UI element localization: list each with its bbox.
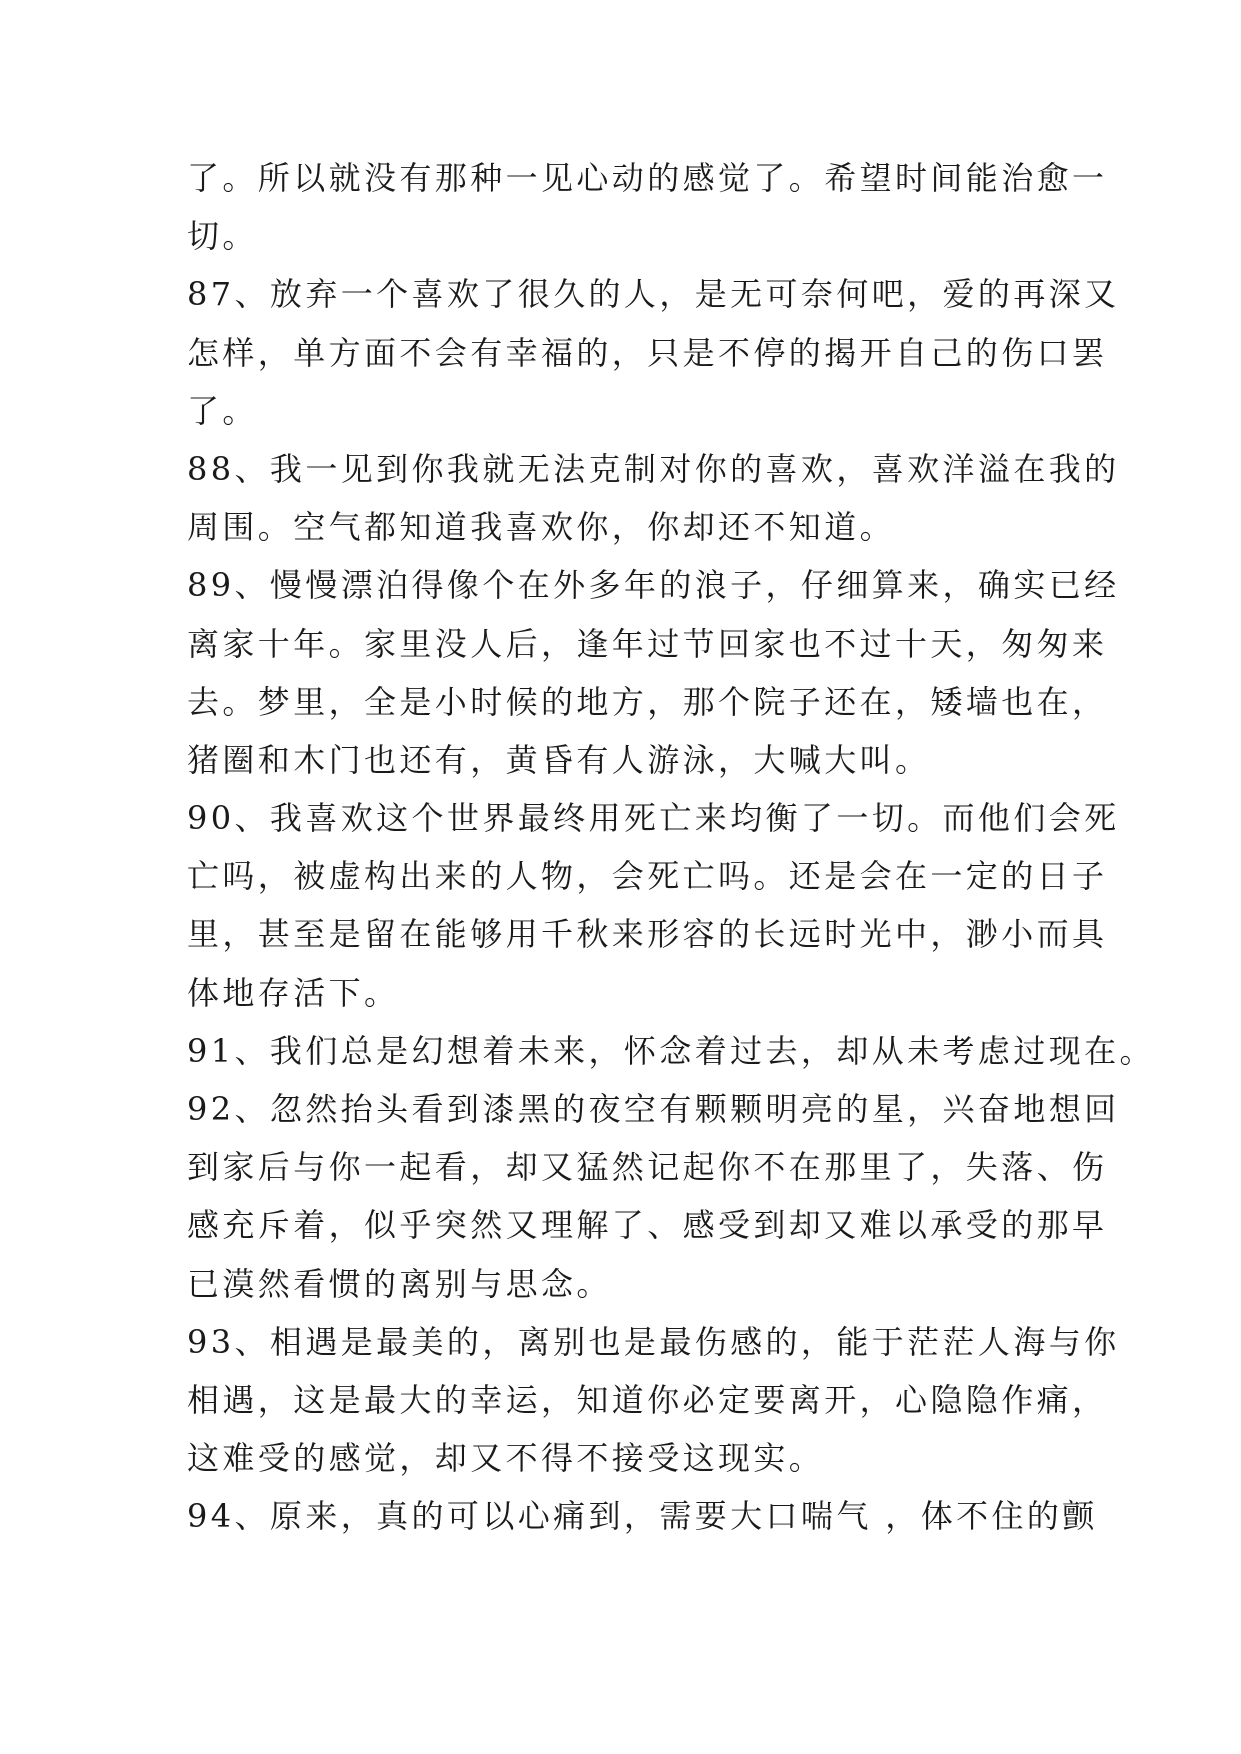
text-line: 了。所以就没有那种一见心动的感觉了。希望时间能治愈一 [187, 159, 1108, 197]
text-block [187, 149, 1155, 1546]
text-line: 里，甚至是留在能够用千秋来形容的长远时光中，渺小而具 [187, 915, 1108, 954]
text-line: 已漠然看惯的离别与思念。 [187, 1264, 612, 1303]
text-line: 离家十年。家里没人后，逢年过节回家也不过十天，匆匆来 [187, 624, 1108, 663]
text-line: 92、忽然抬头看到漆黑的夜空有颗颗明亮的星，兴奋地想回 [187, 1090, 1120, 1128]
text-line: 这难受的感觉，却又不得不接受这现实。 [187, 1439, 825, 1478]
text-line: 亡吗，被虚构出来的人物，会死亡吗。还是会在一定的日子 [187, 857, 1108, 896]
text-line: 猪圈和木门也还有，黄昏有人游泳，大喊大叫。 [187, 740, 931, 779]
text-line: 93、相遇是最美的，离别也是最伤感的，能于茫茫人海与你 [187, 1322, 1120, 1361]
text-line: 88、我一见到你我就无法克制对你的喜欢，喜欢洋溢在我的 [187, 449, 1120, 488]
text-line: 87、放弃一个喜欢了很久的人，是无可奈何吧，爱的再深又 [187, 275, 1120, 314]
text-line: 90、我喜欢这个世界最终用死亡来均衡了一切。而他们会死 [187, 799, 1120, 838]
text-line: 到家后与你一起看，却又猛然记起你不在那里了，失落、伤 [187, 1148, 1108, 1187]
text-line: 94、原来，真的可以心痛到，需要大口喘气 ，体不住的颤 [187, 1497, 1098, 1536]
text-line: 体地存活下。 [187, 973, 400, 1012]
text-line: 89、慢慢漂泊得像个在外多年的浪子，仔细算来，确实已经 [187, 566, 1120, 605]
text-line: 周围。空气都知道我喜欢你，你却还不知道。 [187, 508, 896, 547]
text-line: 怎样，单方面不会有幸福的，只是不停的揭开自己的伤口罢 [187, 333, 1108, 372]
text-line: 91、我们总是幻想着未来，怀念着过去，却从未考虑过现在。 [187, 1031, 1155, 1070]
text-line: 相遇，这是最大的幸运，知道你必定要离开，心隐隐作痛， [187, 1380, 1108, 1419]
text-line: 感充斥着，似乎突然又理解了、感受到却又难以承受的那早 [187, 1206, 1108, 1245]
text-line: 切。 [187, 217, 258, 256]
text-line: 去。梦里，全是小时候的地方，那个院子还在，矮墙也在， [187, 682, 1108, 721]
text-line: 了。 [187, 391, 258, 430]
